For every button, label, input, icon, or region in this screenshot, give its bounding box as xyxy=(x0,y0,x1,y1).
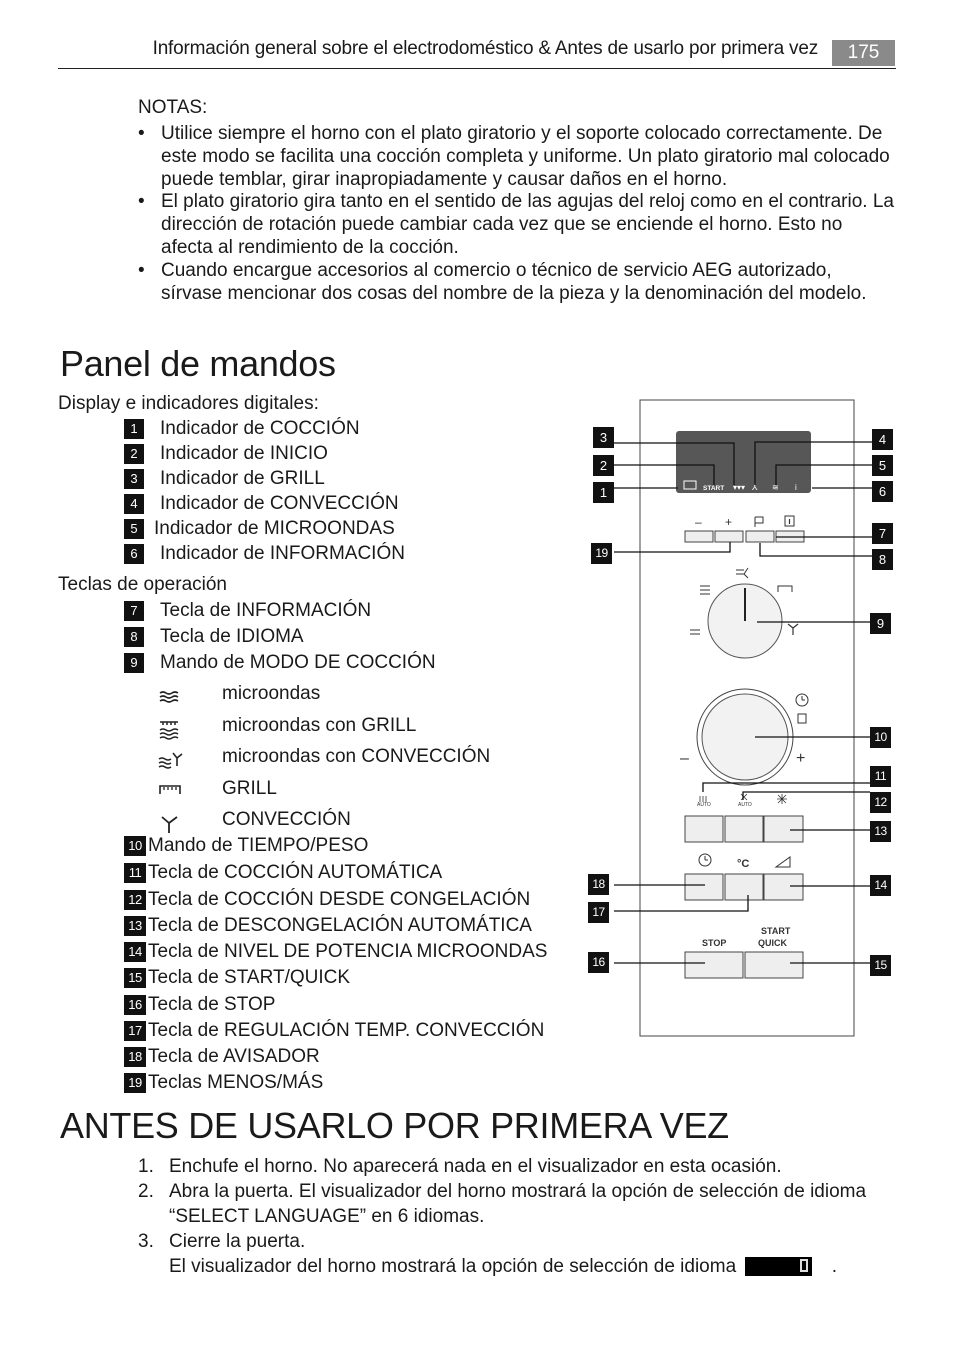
legend-number: 12 xyxy=(124,890,146,910)
stop-label: STOP xyxy=(702,938,727,948)
display-heading: Display e indicadores digitales: xyxy=(58,393,319,414)
auto-cook-key xyxy=(685,816,723,842)
stop-key xyxy=(685,952,743,978)
legend-label: Tecla de DESCONGELACIÓN AUTOMÁTICA xyxy=(148,915,532,936)
display-info-label: i xyxy=(795,483,797,492)
callout-5: 5 xyxy=(872,455,893,476)
legend-number: 14 xyxy=(124,942,146,962)
note-text: Utilice siempre el horno con el plato giratorio y el soporte colocado correctamente. De este modo se facilita una cocción completa y uniforme. Un plato giratorio mal colocado puede temblar, girar inapropiadamente y causar daños en el horno. xyxy=(161,123,890,190)
legend-number: 16 xyxy=(124,995,146,1015)
language-display-sample xyxy=(745,1257,812,1276)
callout-18: 18 xyxy=(588,874,609,895)
bullet: • xyxy=(138,260,145,281)
dial-plus-label: + xyxy=(796,750,806,767)
mode-label: CONVECCIÓN xyxy=(222,809,351,830)
legend-label: Tecla de COCCIÓN AUTOMÁTICA xyxy=(148,862,443,883)
legend-number: 15 xyxy=(124,968,146,988)
display-grill-icon: ▾▾▾ xyxy=(733,483,746,492)
step-item xyxy=(138,1229,898,1279)
section-title-panel: Panel de mandos xyxy=(60,343,336,384)
plus-label: + xyxy=(725,515,733,529)
display-wave-icon: ≋ xyxy=(772,483,779,492)
frozen-cook-key xyxy=(725,816,763,842)
defrost-icon xyxy=(777,794,787,804)
step-number: 1. xyxy=(138,1156,154,1177)
callout-6: 6 xyxy=(872,481,893,502)
auto-defrost-key xyxy=(764,816,803,842)
legend-number: 17 xyxy=(124,1021,146,1041)
callout-4: 4 xyxy=(872,429,893,450)
quick-label: QUICK xyxy=(758,938,787,948)
step-text: Enchufe el horno. No aparecerá nada en el visualizador en esta ocasión. xyxy=(169,1156,782,1177)
legend-number: 18 xyxy=(124,1047,146,1067)
step-item xyxy=(138,1179,898,1229)
callout-15: 15 xyxy=(870,955,891,976)
callout-10: 10 xyxy=(870,727,891,748)
timer-key xyxy=(685,874,723,900)
callout-19: 19 xyxy=(591,543,612,564)
mode-label: microondas xyxy=(222,683,321,704)
legend-number: 13 xyxy=(124,916,146,936)
start-quick-key xyxy=(745,952,803,978)
step-text: Cierre la puerta. xyxy=(169,1231,306,1252)
callout-7: 7 xyxy=(872,523,893,544)
step-text-2: El visualizador del horno mostrará la opción de selección de idioma xyxy=(169,1256,737,1277)
callout-13: 13 xyxy=(870,821,891,842)
legend-number: 19 xyxy=(124,1073,146,1093)
dial-minus-label: – xyxy=(680,750,689,767)
step-end: . xyxy=(831,1256,837,1277)
legend-label: Mando de TIEMPO/PESO xyxy=(148,835,369,856)
legend-label: Tecla de NIVEL DE POTENCIA MICROONDAS xyxy=(148,941,548,962)
callout-3: 3 xyxy=(593,427,614,448)
legend-number: 9 xyxy=(124,653,144,673)
minus-key xyxy=(685,531,713,542)
callout-1: 1 xyxy=(593,482,614,503)
power-key xyxy=(764,874,803,900)
keys-heading: Teclas de operación xyxy=(58,574,227,595)
legend-number: 5 xyxy=(124,519,144,539)
legend-label: Indicador de CONVECCIÓN xyxy=(160,493,399,514)
header-title: Información general sobre el electrodoméstico & Antes de usarlo por primera vez xyxy=(152,38,818,59)
legend-label: Indicador de GRILL xyxy=(160,468,325,489)
callout-14: 14 xyxy=(870,875,891,896)
legend-number: 3 xyxy=(124,469,144,489)
step-number: 2. xyxy=(138,1181,154,1202)
legend-number: 1 xyxy=(124,419,144,439)
minus-label: – xyxy=(695,515,702,529)
step-text: Abra la puerta. El visualizador del horno mostrará la opción de selección de idioma “SELECT LANGUAGE” en 6 idiomas. xyxy=(169,1181,867,1227)
legend-label: Tecla de IDIOMA xyxy=(160,626,304,647)
legend-label: Tecla de AVISADOR xyxy=(148,1046,320,1067)
auto-label: AUTO xyxy=(697,802,711,808)
callout-9: 9 xyxy=(870,613,891,634)
display-start-label: START xyxy=(703,485,725,492)
display-fan-icon: ⅄ xyxy=(752,482,758,492)
temp-key xyxy=(725,874,763,900)
mode-label: microondas con GRILL xyxy=(222,715,417,736)
callout-8: 8 xyxy=(872,549,893,570)
callout-12: 12 xyxy=(870,792,891,813)
step-item xyxy=(138,1154,898,1179)
callout-16: 16 xyxy=(588,952,609,973)
note-text: Cuando encargue accesorios al comercio o técnico de servicio AEG autorizado, sírvase mencionar dos cosas del nombre de la pieza y la denominación del modelo. xyxy=(161,260,867,304)
bullet: • xyxy=(138,191,145,212)
legend-number: 10 xyxy=(124,836,146,856)
celsius-label: °C xyxy=(737,858,750,870)
legend-label: Tecla de START/QUICK xyxy=(148,967,351,988)
mode-label: GRILL xyxy=(222,778,277,799)
legend-label: Tecla de STOP xyxy=(148,994,276,1015)
legend-label: Indicador de COCCIÓN xyxy=(160,418,360,439)
legend-label: Teclas MENOS/MÁS xyxy=(148,1072,324,1093)
legend-number: 4 xyxy=(124,494,144,514)
language-key xyxy=(746,531,774,542)
legend-number: 7 xyxy=(124,601,144,621)
step-number: 3. xyxy=(138,1231,154,1252)
callout-11: 11 xyxy=(870,766,891,787)
legend-label: Tecla de REGULACIÓN TEMP. CONVECCIÓN xyxy=(148,1020,545,1041)
callout-2: 2 xyxy=(593,455,614,476)
callout-17: 17 xyxy=(588,902,609,923)
legend-label: Mando de MODO DE COCCIÓN xyxy=(160,652,436,673)
legend-number: 8 xyxy=(124,627,144,647)
start-label: START xyxy=(761,926,791,936)
legend-number: 6 xyxy=(124,544,144,564)
legend-label: Tecla de COCCIÓN DESDE CONGELACIÓN xyxy=(148,889,531,910)
legend-label: Indicador de INICIO xyxy=(160,443,328,464)
bullet: • xyxy=(138,123,145,144)
mode-label: microondas con CONVECCIÓN xyxy=(222,746,491,767)
legend-label: Indicador de INFORMACIÓN xyxy=(160,543,405,564)
legend-label: Tecla de INFORMACIÓN xyxy=(160,600,372,621)
legend-label: Indicador de MICROONDAS xyxy=(154,518,395,539)
plus-key xyxy=(715,531,743,542)
auto-label: AUTO xyxy=(738,802,752,808)
notes-title: NOTAS: xyxy=(138,97,208,118)
section-title-antes: ANTES DE USARLO POR PRIMERA VEZ xyxy=(60,1105,729,1146)
legend-number: 2 xyxy=(124,444,144,464)
note-text: El plato giratorio gira tanto en el sentido de las agujas del reloj como en el contrario. La dirección de rotación puede cambiar cada vez que se enciende el horno. Esto no afecta al rendimiento de la cocción. xyxy=(161,191,894,258)
page-number: 175 xyxy=(832,40,895,66)
legend-number: 11 xyxy=(124,863,146,883)
